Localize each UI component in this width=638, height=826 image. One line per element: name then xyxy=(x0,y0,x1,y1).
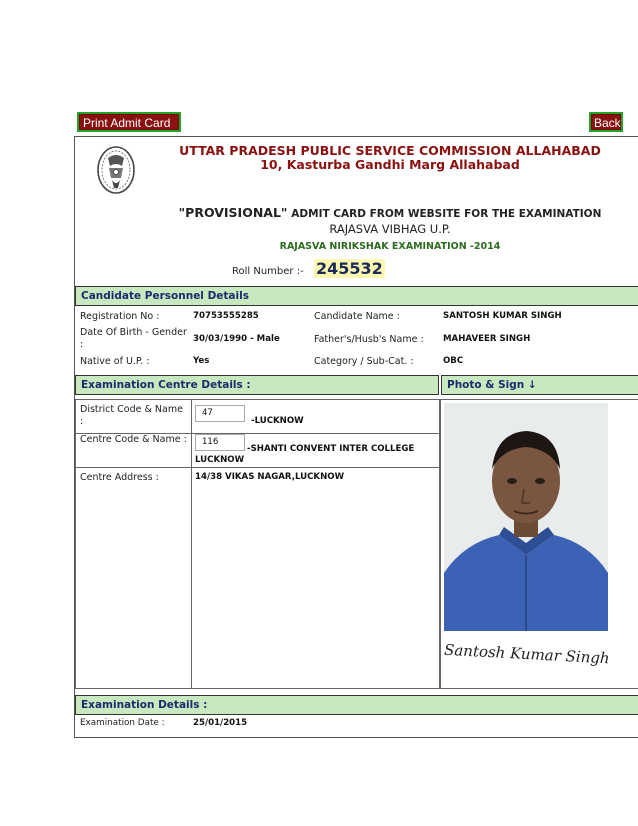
address-label-cell xyxy=(75,467,192,689)
address-value: 14/38 VIKAS NAGAR,LUCKNOW xyxy=(195,472,345,482)
father-name-value: MAHAVEER SINGH xyxy=(443,334,531,344)
dob-gender-label: Date Of Birth - Gender : xyxy=(80,327,187,350)
district-code: 47 xyxy=(195,405,245,422)
roll-number: 245532 xyxy=(316,259,383,278)
back-button[interactable]: Back xyxy=(591,114,621,130)
dob-gender-value: 30/03/1990 - Male xyxy=(193,334,280,344)
print-admit-card-button[interactable]: Print Admit Card xyxy=(79,114,179,130)
candidate-details-header: Candidate Personnel Details xyxy=(75,286,638,306)
exam-date-label: Examination Date : xyxy=(80,718,165,728)
exam-name: RAJASVA NIRIKSHAK EXAMINATION -2014 xyxy=(279,241,501,252)
org-name: UTTAR PRADESH PUBLIC SERVICE COMMISSION ALLAHABAD xyxy=(179,143,601,158)
photo-sign-header: Photo & Sign ↓ xyxy=(441,375,638,395)
district-name: -LUCKNOW xyxy=(251,416,304,426)
admit-card-heading xyxy=(150,205,630,220)
category-label: Category / Sub-Cat. : xyxy=(314,356,414,367)
roll-number-label: Roll Number :- xyxy=(232,266,304,277)
native-value: Yes xyxy=(193,356,210,366)
district-label: District Code & Name : xyxy=(80,404,183,427)
upsc-emblem-icon xyxy=(96,144,136,196)
registration-value: 70753555285 xyxy=(193,311,259,321)
org-address: 10, Kasturba Gandhi Marg Allahabad xyxy=(260,157,520,172)
provisional-label: "PROVISIONAL" xyxy=(178,205,288,220)
exam-details-header: Examination Details : xyxy=(75,695,638,715)
exam-date-value: 25/01/2015 xyxy=(193,718,248,728)
signature-area xyxy=(443,633,611,685)
centre-name: -SHANTI CONVENT INTER COLLEGE xyxy=(247,444,415,454)
category-value: OBC xyxy=(443,356,464,366)
candidate-name-value: SANTOSH KUMAR SINGH xyxy=(443,311,562,321)
centre-label: Centre Code & Name : xyxy=(80,434,187,445)
address-value-cell xyxy=(191,467,440,689)
admit-card-text: ADMIT CARD FROM WEBSITE FOR THE EXAMINATION xyxy=(291,208,602,220)
candidate-name-label: Candidate Name : xyxy=(314,311,400,322)
centre-code: 116 xyxy=(195,434,245,451)
centre-details-header: Examination Centre Details : xyxy=(75,375,439,395)
native-label: Native of U.P. : xyxy=(80,356,150,367)
candidate-photo xyxy=(444,403,608,631)
department-name: RAJASVA VIBHAG U.P. xyxy=(329,222,451,236)
father-name-label: Father's/Husb's Name : xyxy=(314,334,424,345)
registration-label: Registration No : xyxy=(80,311,160,322)
centre-city: LUCKNOW xyxy=(195,455,245,465)
address-label: Centre Address : xyxy=(80,472,159,483)
candidate-signature: Santosh Kumar Singh xyxy=(443,640,611,668)
